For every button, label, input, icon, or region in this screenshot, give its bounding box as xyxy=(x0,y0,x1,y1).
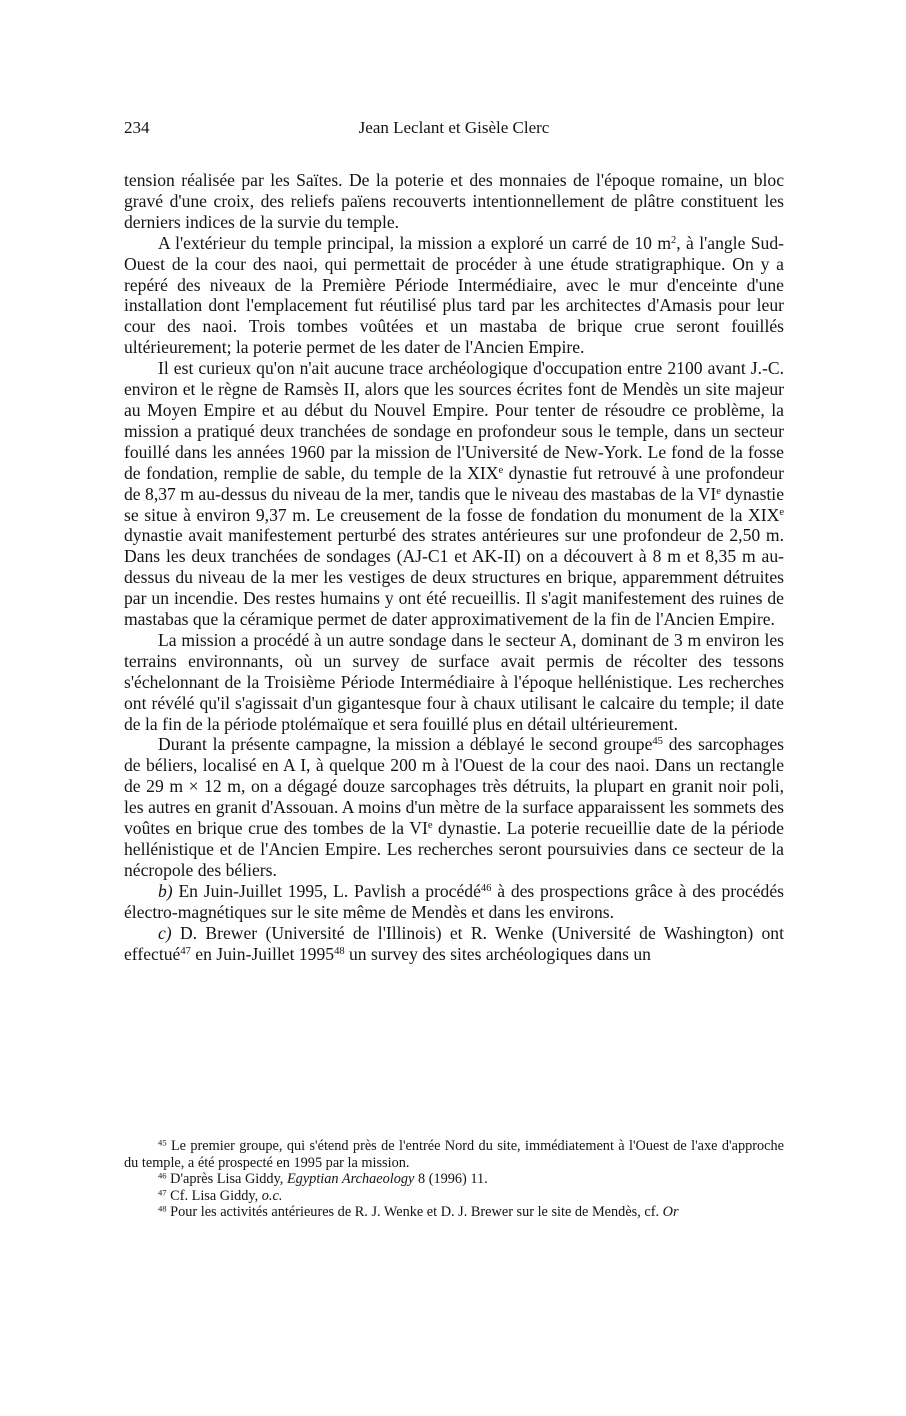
italic-text: b) xyxy=(158,880,173,901)
note-reference: e xyxy=(427,820,433,832)
text-run: En Juin-Juillet 1995, L. Pavlish a procédé xyxy=(172,880,481,901)
paragraph xyxy=(124,358,784,630)
note-reference: 46 xyxy=(158,1170,167,1181)
text-run: dynastie se situe à environ 9,37 m. Le creusement de la fosse de fondation du monument de la XIX xyxy=(124,483,785,525)
page-number: 234 xyxy=(124,118,150,137)
footnote xyxy=(124,1188,784,1205)
text-run: dynastie. La poterie recueillie date de la période hellénistique et de l'Ancien Empire. Les recherches seront poursuivies dans ce secteur de la nécropole des béliers. xyxy=(124,818,784,880)
italic-text: o.c. xyxy=(261,1187,283,1204)
text-run: Le premier groupe, qui s'étend près de l'entrée Nord du site, immédiatement à l'Ouest de l'axe d'approche du temple, a été prospecté en 1995 par la mission. xyxy=(124,1138,784,1171)
paragraph xyxy=(124,881,784,923)
italic-text: Egyptian Archaeology xyxy=(286,1171,415,1188)
note-reference: e xyxy=(779,506,784,518)
note-reference: e xyxy=(498,464,504,476)
text-run: tension réalisée par les Saïtes. De la poterie et des monnaies de l'époque romaine, un bloc gravé d'une croix, des reliefs païens recouverts intentionnellement de plâtre constituent les derniers indices de la survie du temple. xyxy=(124,170,784,232)
text-run: D'après Lisa Giddy, xyxy=(166,1171,287,1188)
italic-text: c) xyxy=(158,922,172,943)
text-run: A l'extérieur du temple principal, la mission a exploré un carré de 10 m xyxy=(158,232,672,253)
note-reference: 2 xyxy=(671,234,677,246)
footnotes xyxy=(124,1138,784,1221)
text-run: D. Brewer (Université de l'Illinois) et R. Wenke (Université de Washington) ont effectué xyxy=(124,922,784,964)
text-run: à des prospections grâce à des procédés électro-magnétiques sur le site même de Mendès et dans les environs. xyxy=(124,880,784,922)
note-reference: 46 xyxy=(480,883,492,895)
footnote xyxy=(124,1204,784,1221)
text-run: 8 (1996) 11. xyxy=(414,1171,488,1188)
footnote xyxy=(124,1138,784,1171)
note-reference: e xyxy=(716,485,721,497)
text-run: Durant la présente campagne, la mission a déblayé le second groupe xyxy=(158,734,653,755)
paragraph xyxy=(124,923,784,965)
italic-text: Or xyxy=(662,1204,679,1221)
text-run: des sarcophages de béliers, localisé en A I, à quelque 200 m à l'Ouest de la cour des naoi. Dans un rectangle de 29 m × 12 m, on a dégagé douze sarcophages très détruits, la plupart en granit noir poli, les autres en granit d'Assouan. A moins d'un mètre de la surface apparaissent les sommets des voûtes en brique crue des tombes de la VI xyxy=(124,734,784,839)
note-reference: 45 xyxy=(158,1137,167,1148)
body-text xyxy=(124,170,784,964)
text-run: Cf. Lisa Giddy, xyxy=(166,1187,262,1204)
text-run: un survey des sites archéologiques dans un xyxy=(344,943,651,964)
text-run: Pour les activités antérieures de R. J. Wenke et D. J. Brewer sur le site de Mendès, cf. xyxy=(166,1204,663,1221)
text-run: La mission a procédé à un autre sondage dans le secteur A, dominant de 3 m environ les terrains environnants, où un survey de surface avait permis de récolter des tessons s'échelonnant de la Troisième Période Intermédiaire à l'époque hellénistique. Les recherches ont révélé qu'il s'agissait d'un gigantesque four à chaux utilisant le calcaire du temple; il date de la fin de la période ptolémaïque et sera fouillé plus en détail ultérieurement. xyxy=(124,629,784,734)
page-header xyxy=(124,118,784,142)
text-run: dynastie avait manifestement perturbé des strates antérieures sur une profondeur de 2,50 m. Dans les deux tranchées de sondages (AJ-C1 et AK-II) on a découvert à 8 m et 8,35 m au-dessus du niveau de la mer les vestiges de deux structures en brique, apparemment détruites par un incendie. Des restes humains y ont été recueillis. Il s'agit manifestement des ruines de mastabas que la céramique permet de dater approximativement de la fin de l'Ancien Empire. xyxy=(124,525,784,630)
paragraph xyxy=(124,170,784,233)
footnote xyxy=(124,1171,784,1188)
text-run: Il est curieux qu'on n'ait aucune trace archéologique d'occupation entre 2100 avant J.-C. environ et le règne de Ramsès II, alors que les sources écrites font de Mendès un site majeur au Moyen Empire et au début du Nouvel Empire. Pour tenter de résoudre ce problème, la mission a pratiqué deux tranchées de sondage en profondeur sous le temple, dans un secteur fouillé dans les années 1960 par la mission de l'Université de New-York. Le fond de la fosse de fondation, remplie de sable, du temple de la XIX xyxy=(124,358,784,483)
text-run: en Juin-Juillet 1995 xyxy=(190,943,335,964)
note-reference: 48 xyxy=(334,945,345,957)
note-reference: 45 xyxy=(652,736,663,748)
running-title: Jean Leclant et Gisèle Clerc xyxy=(358,118,550,137)
paragraph xyxy=(124,630,784,735)
note-reference: 48 xyxy=(158,1203,167,1214)
paragraph xyxy=(124,233,784,358)
text-run: , à l'angle Sud-Ouest de la cour des naoi, qui permettait de procéder à une étude stratigraphique. On y a repéré des niveaux de la Première Période Intermédiaire, avec le mur d'enceinte d'une installation dont l'emplacement fut réutilisé plus tard par les architectes d'Amasis pour leur cour des naoi. Trois tombes voûtées et un mastaba de brique crue seront fouillés ultérieurement; la poterie permet de les dater de l'Ancien Empire. xyxy=(124,232,784,358)
note-reference: 47 xyxy=(158,1187,167,1198)
note-reference: 47 xyxy=(180,945,191,957)
text-run: dynastie fut retrouvé à une profondeur de 8,37 m au-dessus du niveau de la mer, tandis que le niveau des mastabas de la VI xyxy=(124,462,785,504)
paragraph xyxy=(124,734,784,880)
